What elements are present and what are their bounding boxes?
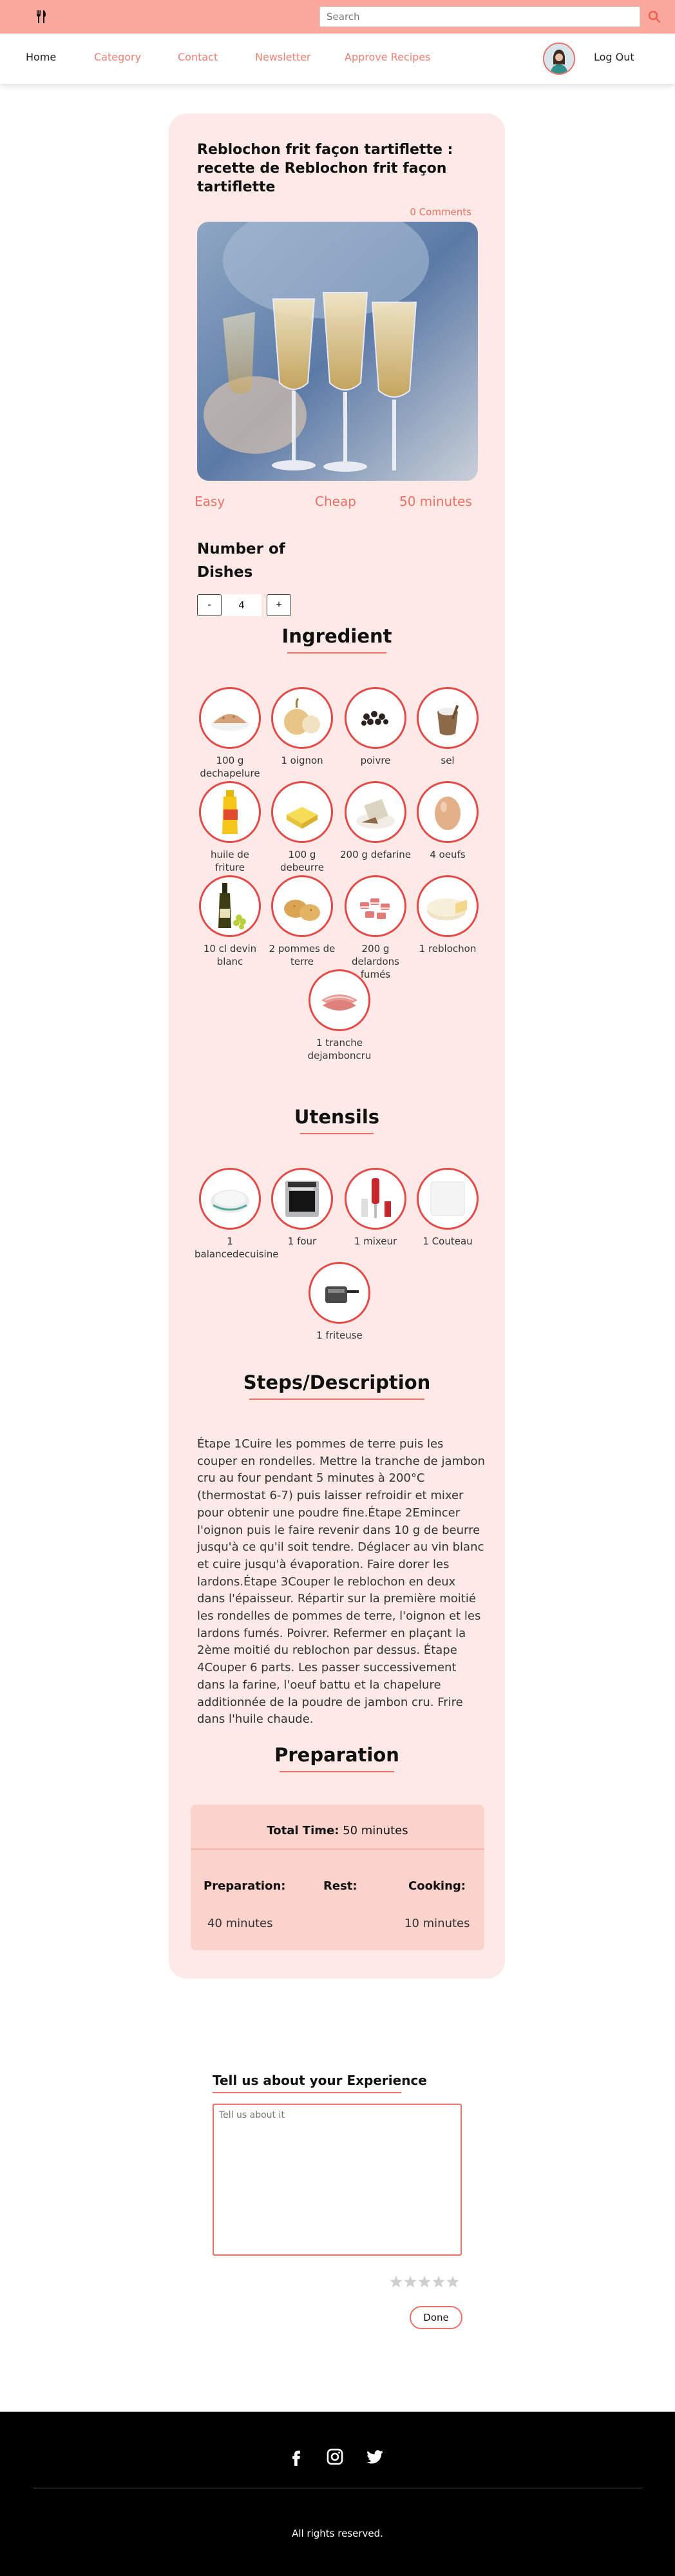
instagram-icon[interactable] (326, 2448, 344, 2466)
scale-icon (199, 1168, 261, 1230)
decrease-dishes-button[interactable]: - (197, 594, 222, 616)
recipe-image (197, 222, 478, 481)
egg-icon (417, 781, 479, 843)
footer (0, 2412, 675, 2576)
utensil-item[interactable] (340, 1168, 411, 1248)
nav-home[interactable]: Home (26, 51, 57, 63)
preparation-underline (280, 1771, 394, 1772)
ingredient-label: 2 pommes de terre (269, 943, 336, 967)
nav-newsletter[interactable]: Newsletter (255, 51, 311, 63)
wine-bottle-icon (199, 875, 261, 937)
rest-label: Rest: (323, 1879, 357, 1893)
knife-icon (417, 1168, 479, 1230)
logout-link[interactable]: Log Out (594, 51, 634, 63)
preparation-value: 40 minutes (207, 1917, 273, 1930)
dishes-count[interactable]: 4 (222, 594, 261, 616)
difficulty-label: Easy (195, 494, 225, 509)
flour-icon (345, 781, 406, 843)
ingredient-label: 200 g defarine (340, 849, 411, 860)
experience-title: Tell us about your Experience (213, 2073, 427, 2088)
magnifier-icon[interactable] (647, 9, 662, 24)
butter-icon (271, 781, 333, 843)
utensils-grid (195, 1168, 478, 1341)
comments-link[interactable]: 0 Comments (410, 206, 471, 218)
oven-icon (271, 1168, 333, 1230)
utensil-item[interactable] (267, 1168, 338, 1248)
nav-approve-recipes[interactable]: Approve Recipes (345, 51, 431, 63)
ingredient-label: 100 g debeurre (280, 849, 324, 873)
ingredient-item[interactable] (267, 687, 338, 767)
utensil-label: 1 balancedecuisine (195, 1235, 279, 1260)
utensils-underline (300, 1133, 374, 1134)
ingredient-label: 1 oignon (281, 755, 323, 766)
ingredient-label: 1 tranche dejamboncru (307, 1037, 372, 1061)
recipe-title: Reblochon frit façon tartiflette : recette de Reblochon frit façon tartiflette (197, 142, 453, 195)
breadcrumbs-icon (199, 687, 261, 749)
twitter-icon[interactable] (366, 2448, 384, 2466)
avatar[interactable] (543, 43, 575, 75)
recipe-card (169, 113, 505, 1979)
ingredient-item[interactable] (195, 781, 265, 874)
ingredient-label: 1 reblochon (419, 943, 477, 954)
ingredient-item[interactable] (340, 875, 411, 981)
total-time (191, 1824, 484, 1837)
star-icon (390, 2276, 402, 2287)
navbar (0, 34, 675, 84)
preparation-divider (191, 1848, 484, 1850)
experience-textarea[interactable] (213, 2104, 462, 2256)
rating-stars[interactable] (390, 2275, 461, 2289)
cheese-icon (417, 875, 479, 937)
ingredient-item[interactable] (412, 781, 483, 861)
utensils-heading: Utensils (294, 1106, 380, 1128)
preparation-label: Preparation: (204, 1879, 286, 1893)
ingredient-item[interactable] (267, 781, 338, 874)
search-input[interactable] (319, 6, 640, 27)
lardons-icon (345, 875, 406, 937)
nav-category[interactable]: Category (94, 51, 142, 63)
oil-bottle-icon (199, 781, 261, 843)
cooking-value: 10 minutes (404, 1917, 470, 1930)
star-icon (446, 2276, 459, 2287)
fork-knife-icon[interactable] (33, 9, 49, 24)
ingredient-item[interactable] (412, 687, 483, 767)
utensil-item[interactable] (195, 1168, 279, 1261)
ingredient-item[interactable] (340, 781, 411, 861)
duration-label: 50 minutes (399, 494, 472, 509)
total-time-value: 50 minutes (343, 1824, 408, 1837)
salt-icon (417, 687, 479, 749)
preparation-heading: Preparation (274, 1744, 399, 1766)
steps-description: Étape 1Cuire les pommes de terre puis les couper en rondelles. Mettre la tranche de jambon cru au four pendant 5 minutes à 200°C (thermostat 6-7) puis laisser refroidir et mixer pour obtenir une poudre fine.Étape 2Emincer l'oignon puis le faire revenir dans 10 g de beurre jusqu'à ce qu'il soit tendre. Déglacer au vin blanc et cuire jusqu'à évaporation. Faire dorer les lardons.Étape 3Couper le reblochon en deux dans l'épaisseur. Répartir sur la première moitié les rondelles de pommes de terre, l'oignon et les lardons fumés. Poivrer. Refermer en plaçant la 2ème moitié du reblochon par dessus. Étape 4Couper 6 parts. Les passer successivement dans la farine, l'oeuf battu et la chapelure additionnée de la poudre de jambon cru. Frire dans l'huile chaude. (197, 1437, 485, 1727)
utensil-label: 1 mixeur (354, 1235, 397, 1247)
steps-underline (249, 1399, 424, 1400)
user-avatar-icon (544, 44, 574, 73)
ingredient-label: 200 g delardons fumés (351, 943, 400, 980)
ingredient-item[interactable] (340, 687, 411, 767)
cooking-label: Cooking: (408, 1879, 466, 1893)
nav-contact[interactable]: Contact (178, 51, 218, 63)
ingredient-underline (287, 652, 386, 654)
ingredient-label: 100 g dechapelure (200, 755, 260, 779)
fryer-icon (309, 1262, 370, 1324)
increase-dishes-button[interactable]: + (267, 594, 291, 616)
utensil-label: 1 four (287, 1235, 317, 1247)
ingredient-heading: Ingredient (281, 625, 392, 647)
ingredient-label: 4 oeufs (430, 849, 466, 860)
star-icon (418, 2276, 430, 2287)
preparation-box (191, 1805, 484, 1950)
ingredient-item[interactable] (412, 875, 483, 955)
ingredient-item[interactable] (304, 969, 375, 1062)
steps-heading: Steps/Description (243, 1371, 431, 1393)
top-bar (0, 0, 675, 34)
potato-icon (271, 875, 333, 937)
utensil-label: 1 Couteau (423, 1235, 473, 1247)
star-icon (432, 2276, 444, 2287)
done-button[interactable]: Done (410, 2306, 462, 2329)
cost-label: Cheap (315, 494, 356, 509)
ingredient-label: sel (441, 755, 455, 766)
utensil-item[interactable] (412, 1168, 483, 1248)
ingredient-label: huile de friture (210, 849, 250, 873)
ingredient-label: poivre (360, 755, 391, 766)
utensil-item[interactable] (304, 1262, 375, 1342)
facebook-icon[interactable] (287, 2448, 305, 2466)
ham-icon (309, 969, 370, 1031)
experience-underline (213, 2092, 401, 2093)
utensil-label: 1 friteuse (316, 1330, 363, 1341)
ingredient-item[interactable] (195, 687, 265, 780)
ingredient-item[interactable] (267, 875, 338, 968)
ingredient-label: 10 cl devin blanc (203, 943, 257, 967)
recipe-info-row (169, 494, 505, 513)
pepper-icon (345, 687, 406, 749)
star-icon (404, 2276, 416, 2287)
ingredient-grid (195, 687, 478, 1080)
onion-icon (271, 687, 333, 749)
copyright-text: All rights reserved. (292, 2528, 383, 2539)
total-time-label: Total Time: (267, 1824, 339, 1837)
ingredient-item[interactable] (195, 875, 265, 968)
dishes-label: Number of Dishes (197, 541, 285, 581)
mixer-icon (345, 1168, 406, 1230)
